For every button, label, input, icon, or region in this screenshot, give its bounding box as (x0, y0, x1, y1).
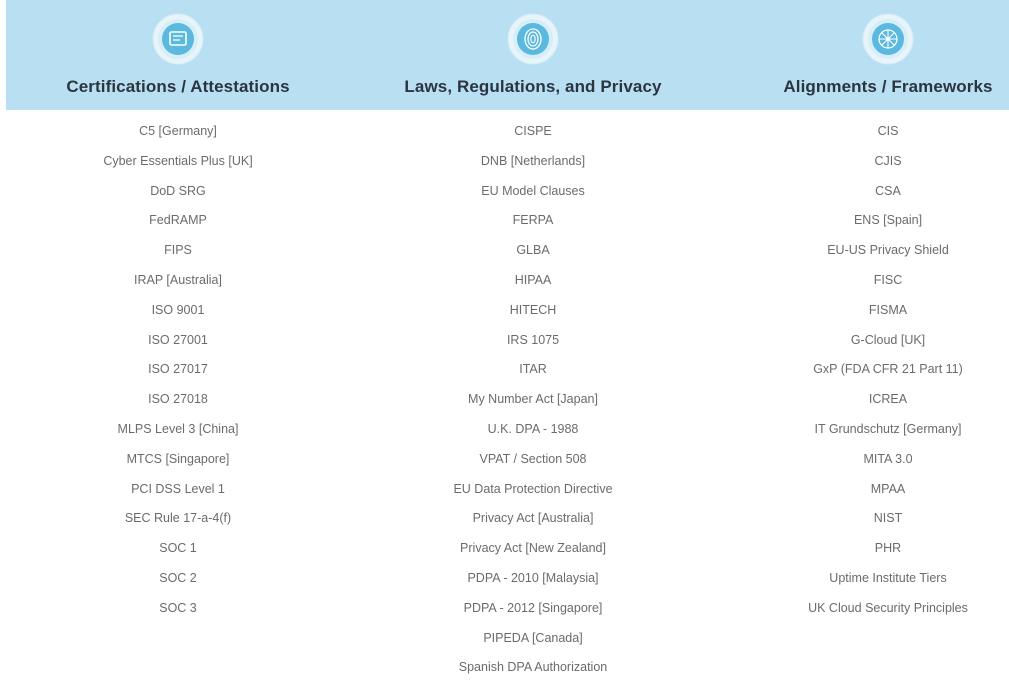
list-item: SOC 1 (159, 541, 197, 556)
network-icon (862, 13, 914, 65)
column-header-laws (365, 0, 701, 110)
list-item: EU Model Clauses (481, 183, 585, 198)
list-item: MPAA (870, 481, 906, 496)
list-item: Spanish DPA Authorization (458, 660, 608, 675)
list-item: FISMA (868, 302, 908, 317)
list-item: MTCS [Singapore] (126, 451, 230, 466)
list-item: IRS 1075 (506, 332, 560, 347)
list-item: HITECH (509, 302, 557, 317)
list-item: DNB [Netherlands] (480, 153, 586, 168)
list-item: SOC 3 (159, 600, 197, 615)
column-title: Certifications / Attestations (66, 77, 290, 96)
list-item: PIPEDA [Canada] (483, 630, 583, 645)
certificate-icon (152, 13, 204, 65)
list-item: Privacy Act [Australia] (472, 511, 594, 526)
list-item: VPAT / Section 508 (479, 451, 587, 466)
list-item: CJIS (874, 153, 902, 168)
column-title: Laws, Regulations, and Privacy (404, 77, 662, 96)
list-item: Privacy Act [New Zealand] (460, 541, 606, 556)
list-item: CSA (875, 183, 901, 198)
list-item: FedRAMP (149, 213, 207, 228)
list-item: ISO 9001 (151, 302, 205, 317)
list-item: NIST (873, 511, 903, 526)
list-item: C5 [Germany] (139, 124, 217, 138)
list-item: PCI DSS Level 1 (131, 481, 225, 496)
list-item: FIPS (164, 243, 192, 258)
column-title: Alignments / Frameworks (783, 77, 993, 96)
list-item: CISPE (514, 124, 552, 138)
list-item: ISO 27001 (148, 332, 208, 347)
list-item: UK Cloud Security Principles (808, 600, 968, 615)
list-item: FISC (873, 272, 903, 287)
list-item: HIPAA (514, 272, 552, 287)
list-item: DoD SRG (150, 183, 206, 198)
list-item: EU-US Privacy Shield (827, 243, 949, 258)
list-item: CIS (877, 124, 899, 138)
list-item: ITAR (519, 362, 547, 377)
list-item: MITA 3.0 (863, 451, 913, 466)
list-item: Uptime Institute Tiers (829, 570, 947, 585)
list-item: IRAP [Australia] (133, 272, 222, 287)
list-item: EU Data Protection Directive (453, 481, 613, 496)
list-item: FERPA (512, 213, 554, 228)
laws-list (363, 117, 703, 683)
fingerprint-icon (507, 13, 559, 65)
list-item: MLPS Level 3 [China] (117, 421, 239, 436)
list-item: SEC Rule 17-a-4(f) (124, 511, 232, 526)
list-item: ICREA (868, 392, 908, 407)
list-item: ENS [Spain] (853, 213, 923, 228)
list-item: IT Grundschutz [Germany] (814, 421, 962, 436)
list-item: GLBA (516, 243, 550, 258)
list-item: ISO 27017 (148, 362, 208, 377)
column-header-alignments (720, 0, 1009, 110)
list-item: Cyber Essentials Plus [UK] (103, 153, 253, 168)
list-item: PDPA - 2012 [Singapore] (463, 600, 603, 615)
list-item: SOC 2 (159, 570, 197, 585)
list-item: PHR (874, 541, 902, 556)
alignments-list (718, 117, 1009, 624)
column-header-certifications (10, 0, 346, 110)
list-item: PDPA - 2010 [Malaysia] (467, 570, 599, 585)
list-item: G-Cloud [UK] (850, 332, 926, 347)
list-item: ISO 27018 (148, 392, 208, 407)
certifications-list (8, 117, 348, 624)
list-item: My Number Act [Japan] (468, 392, 598, 407)
list-item: GxP (FDA CFR 21 Part 11) (813, 362, 963, 377)
list-item: U.K. DPA - 1988 (487, 421, 579, 436)
